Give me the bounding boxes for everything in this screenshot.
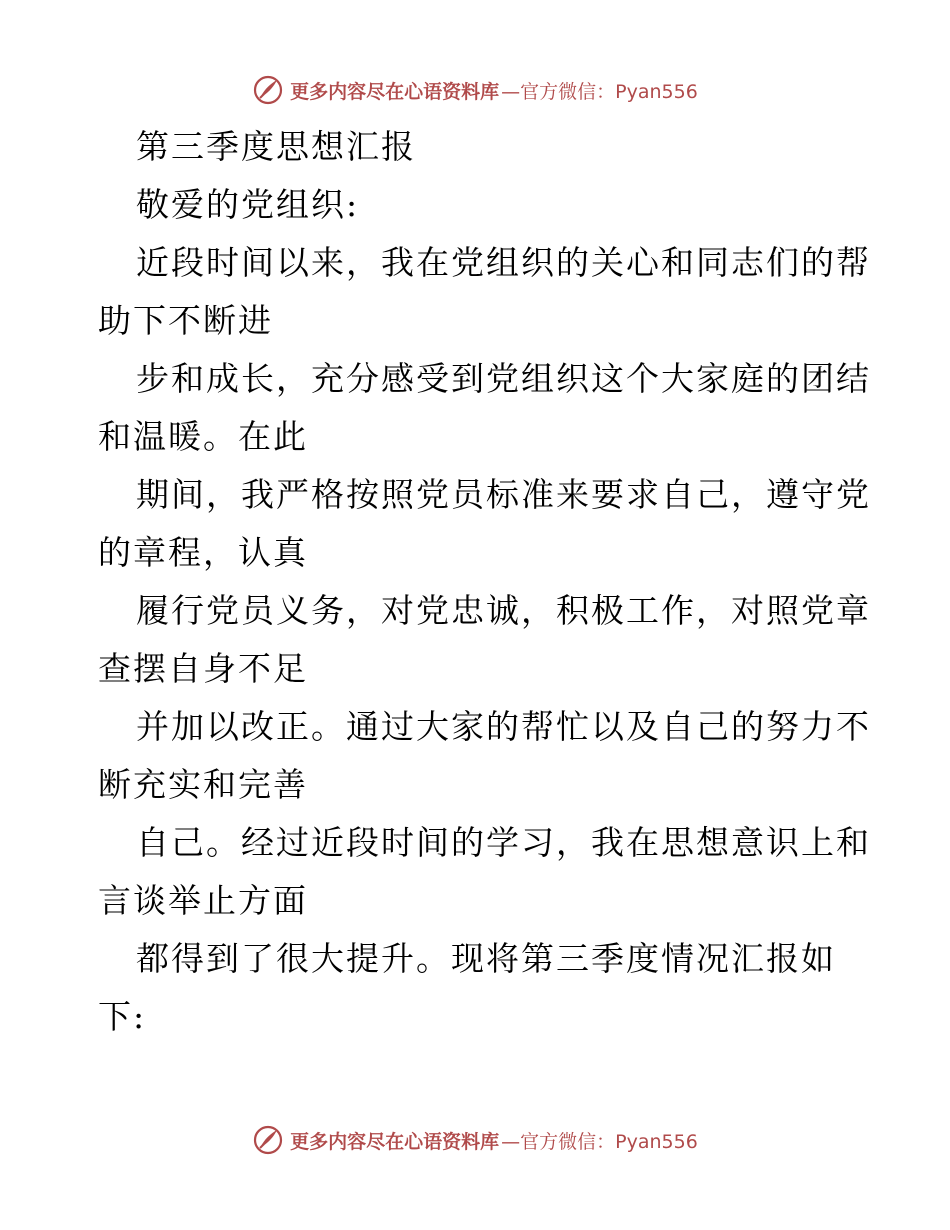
header-contact-text: —官方微信：Pyan556	[501, 80, 698, 103]
header-banner	[0, 70, 950, 110]
quill-pen-logo-icon	[252, 74, 284, 106]
document-title: 第三季度思想汇报	[136, 127, 416, 166]
header-site-text: 更多内容尽在心语资料库	[290, 80, 500, 103]
paragraph-line: 言谈举止方面	[98, 881, 308, 920]
paragraph-line: 查摆自身不足	[98, 649, 308, 688]
document-body	[98, 118, 871, 1046]
footer-banner	[0, 1120, 950, 1160]
document-greeting: 敬爱的党组织:	[136, 185, 360, 224]
paragraph-line: 断充实和完善	[98, 765, 308, 804]
paragraph-line: 期间，我严格按照党员标准来要求自己，遵守党	[136, 475, 871, 514]
paragraph-line: 履行党员义务，对党忠诚，积极工作，对照党章	[136, 591, 871, 630]
paragraph-line: 下:	[98, 997, 147, 1036]
paragraph-line: 自己。经过近段时间的学习，我在思想意识上和	[136, 823, 871, 862]
paragraph-line: 和温暖。在此	[98, 417, 308, 456]
footer-contact-text: —官方微信：Pyan556	[501, 1130, 698, 1153]
footer-site-text: 更多内容尽在心语资料库	[290, 1130, 500, 1153]
paragraph-line: 步和成长，充分感受到党组织这个大家庭的团结	[136, 359, 871, 398]
paragraph-line: 并加以改正。通过大家的帮忙以及自己的努力不	[136, 707, 871, 746]
paragraph-line: 近段时间以来，我在党组织的关心和同志们的帮	[136, 243, 871, 282]
paragraph-line: 的章程，认真	[98, 533, 308, 572]
paragraph-line: 助下不断进	[98, 301, 273, 340]
quill-pen-logo-icon	[252, 1124, 284, 1156]
paragraph-line: 都得到了很大提升。现将第三季度情况汇报如	[136, 939, 836, 978]
